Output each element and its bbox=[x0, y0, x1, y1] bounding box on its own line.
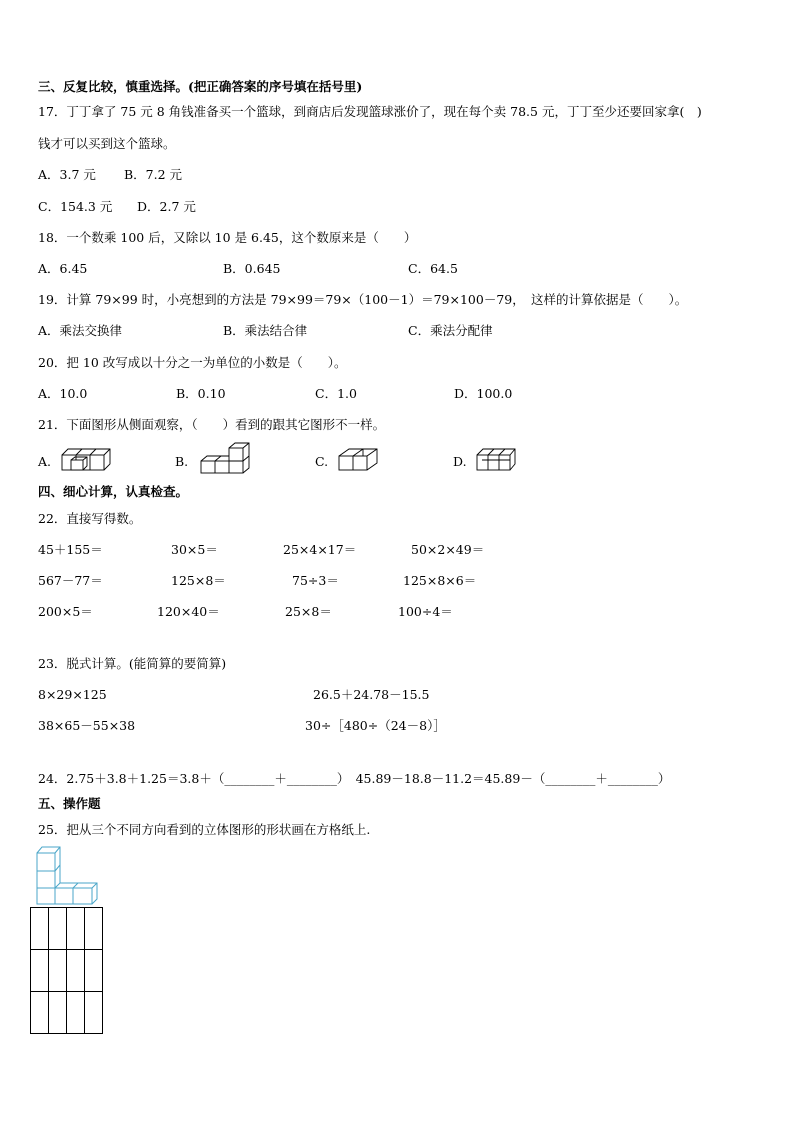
q17-option-a: A．3.7 元 bbox=[38, 167, 96, 182]
q20-option-a: A．10.0 bbox=[38, 386, 88, 401]
q19-stem: 19．计算 79×99 时，小亮想到的方法是 79×99＝79×（100－1）＝79×100－79， 这样的计算依据是（ ）。 bbox=[38, 292, 688, 307]
q18-option-a: A．6.45 bbox=[38, 261, 88, 276]
q25-grid-paper bbox=[30, 907, 104, 1035]
q21-figure-b-cubes bbox=[200, 442, 250, 475]
q22-cell: 25×4×17＝ bbox=[283, 542, 357, 557]
q23-expression: 30÷［480÷（24－8）］ bbox=[305, 718, 446, 733]
q17-option-b: B．7.2 元 bbox=[124, 167, 183, 182]
q18-stem: 18．一个数乘 100 后，又除以 10 是 6.45，这个数原来是（ ） bbox=[38, 230, 417, 245]
section4-title: 四、细心计算，认真检查。 bbox=[38, 484, 189, 499]
q18-option-c: C．64.5 bbox=[408, 261, 458, 276]
q22-cell: 200×5＝ bbox=[38, 604, 93, 619]
q23-stem: 23．脱式计算。(能简算的要简算) bbox=[38, 656, 227, 671]
q21-option-c: C. bbox=[315, 454, 329, 469]
q22-cell: 75÷3＝ bbox=[292, 573, 339, 588]
q21-option-a: A. bbox=[38, 454, 52, 469]
q17-option-d: D．2.7 元 bbox=[137, 199, 196, 214]
q22-cell: 30×5＝ bbox=[171, 542, 218, 557]
q19-option-b: B．乘法结合律 bbox=[223, 323, 308, 338]
q24-equation: 24．2.75＋3.8＋1.25＝3.8＋（________＋________） 45.89－18.8－11.2＝45.89－（________＋________） bbox=[38, 771, 671, 786]
q22-cell: 100÷4＝ bbox=[398, 604, 453, 619]
q20-option-c: C．1.0 bbox=[315, 386, 357, 401]
q25-solid-figure bbox=[36, 845, 98, 905]
q22-cell: 50×2×49＝ bbox=[411, 542, 485, 557]
q21-figure-a-cubes bbox=[61, 448, 111, 472]
q17-stem-line1: 17．丁丁拿了 75 元 8 角钱准备买一个篮球，到商店后发现篮球涨价了，现在每个卖 78.5 元，丁丁至少还要回家拿( ) bbox=[38, 104, 702, 119]
q23-expression: 8×29×125 bbox=[38, 687, 107, 702]
q20-stem: 20．把 10 改写成以十分之一为单位的小数是（ ）。 bbox=[38, 355, 347, 370]
q20-option-b: B．0.10 bbox=[176, 386, 226, 401]
q19-option-c: C．乘法分配律 bbox=[408, 323, 493, 338]
q23-expression: 26.5＋24.78－15.5 bbox=[313, 687, 430, 702]
q21-figure-d-cubes bbox=[476, 448, 516, 472]
q22-cell: 125×8×6＝ bbox=[403, 573, 477, 588]
q22-cell: 120×40＝ bbox=[157, 604, 220, 619]
q22-cell: 45＋155＝ bbox=[38, 542, 103, 557]
q25-stem: 25．把从三个不同方向看到的立体图形的形状画在方格纸上. bbox=[38, 822, 371, 837]
q17-option-c: C．154.3 元 bbox=[38, 199, 113, 214]
q21-figure-c-cubes bbox=[338, 448, 378, 472]
q21-option-d: D. bbox=[453, 454, 467, 469]
q20-option-d: D．100.0 bbox=[454, 386, 513, 401]
section3-title: 三、反复比较，慎重选择。(把正确答案的序号填在括号里) bbox=[38, 79, 363, 94]
q21-option-b: B. bbox=[175, 454, 189, 469]
section5-title: 五、操作题 bbox=[38, 796, 101, 811]
q19-option-a: A．乘法交换律 bbox=[38, 323, 123, 338]
q22-cell: 125×8＝ bbox=[171, 573, 226, 588]
q22-stem: 22．直接写得数。 bbox=[38, 511, 142, 526]
q17-stem-line2: 钱才可以买到这个篮球。 bbox=[38, 136, 176, 151]
q23-expression: 38×65－55×38 bbox=[38, 718, 136, 733]
q22-cell: 567－77＝ bbox=[38, 573, 103, 588]
q21-stem: 21．下面图形从侧面观察，（ ）看到的跟其它图形不一样。 bbox=[38, 417, 386, 432]
q22-cell: 25×8＝ bbox=[285, 604, 332, 619]
q18-option-b: B．0.645 bbox=[223, 261, 281, 276]
